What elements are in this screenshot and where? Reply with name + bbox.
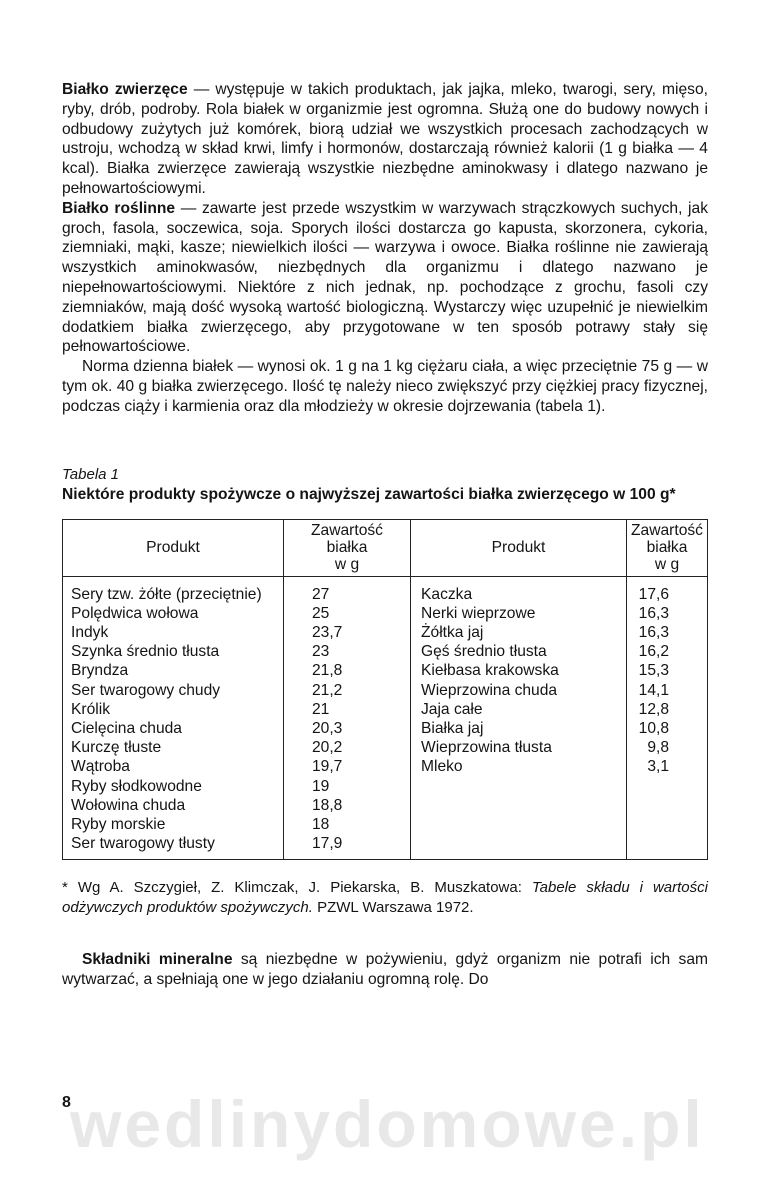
cell-product-left: Kurczę tłuste (63, 738, 284, 757)
cell-product-right (411, 796, 627, 815)
watermark: wedlinydomowe.pl (70, 1087, 705, 1161)
table-row (63, 757, 708, 776)
cell-protein-left: 20,3 (284, 719, 411, 738)
cell-protein-right (627, 815, 708, 834)
cell-product-right: Wieprzowina chuda (411, 681, 627, 700)
table-body (63, 576, 708, 860)
cell-protein-right: 16,3 (627, 604, 708, 623)
cell-protein-right (627, 796, 708, 815)
cell-protein-right (627, 777, 708, 796)
cell-product-left: Ryby słodkowodne (63, 777, 284, 796)
cell-product-right: Gęś średnio tłusta (411, 642, 627, 661)
cell-protein-left: 18,8 (284, 796, 411, 815)
cell-protein-left: 25 (284, 604, 411, 623)
header-content-right: Zawartość białka w g (627, 519, 708, 576)
cell-product-left: Królik (63, 700, 284, 719)
cell-protein-left: 21,2 (284, 681, 411, 700)
header-content-left: Zawartość białka w g (284, 519, 411, 576)
text-daily-norm: Norma dzienna białek — wynosi ok. 1 g na 1 kg ciężaru ciała, a więc przeciętnie 75 g — w tym ok. 40 g białka zwierzęcego. Ilość tę należy nieco zwiększyć przy ciężkiej pracy fizycznej, podczas ciąży i karmienia oraz dla młodzieży w okresie dojrzewania (tabela 1). (62, 358, 708, 415)
table-row (63, 777, 708, 796)
protein-table (62, 519, 708, 861)
cell-product-left: Wątroba (63, 757, 284, 776)
cell-protein-right: 12,8 (627, 700, 708, 719)
cell-product-right: Jaja całe (411, 700, 627, 719)
table-title: Niektóre produkty spożywcze o najwyższej zawartości białka zwierzęcego w 100 g* (62, 485, 676, 503)
cell-protein-right: 14,1 (627, 681, 708, 700)
cell-product-right: Białka jaj (411, 719, 627, 738)
header-product-left: Produkt (63, 519, 284, 576)
cell-protein-right: 15,3 (627, 661, 708, 680)
table-row (63, 623, 708, 642)
cell-product-right (411, 815, 627, 834)
term-animal-protein: Białko zwierzęce (62, 81, 188, 98)
cell-protein-left: 23 (284, 642, 411, 661)
text-minerals: są niezbędne w pożywieniu, gdyż organizm nie potrafi ich sam wytwarzać, a spełniają one w jego działaniu ogromną rolę. Do (62, 951, 709, 989)
cell-product-left: Indyk (63, 623, 284, 642)
cell-product-right: Kaczka (411, 576, 627, 604)
page-content (62, 80, 708, 990)
cell-protein-left: 27 (284, 576, 411, 604)
cell-product-left: Polędwica wołowa (63, 604, 284, 623)
cell-product-left: Ryby morskie (63, 815, 284, 834)
cell-protein-right: 3,1 (627, 757, 708, 776)
cell-protein-left: 23,7 (284, 623, 411, 642)
table-row (63, 604, 708, 623)
cell-protein-left: 21 (284, 700, 411, 719)
table-row (63, 796, 708, 815)
table-row (63, 642, 708, 661)
cell-product-left: Szynka średnio tłusta (63, 642, 284, 661)
header-product-right: Produkt (411, 519, 627, 576)
cell-product-right: Nerki wieprzowe (411, 604, 627, 623)
text-animal-protein: — występuje w takich produktach, jak jajka, mleko, twarogi, sery, mięso, ryby, drób, podroby. Rola białek w organizmie jest ogromna. Służą one do budowy nowych i odbudowy zużytych już komórek, biorą udział we wszystkich procesach zachodzących w ustroju, wchodzą w skład krwi, limfy i hormonów, dostarczają również kalorii (1 g białka — 4 kcal). Białka zwierzęce zawierają wszystkie niezbędne aminokwasy i dlatego nazwano je pełnowartościowymi. (62, 81, 708, 197)
paragraph-minerals (62, 950, 708, 990)
cell-protein-right: 16,2 (627, 642, 708, 661)
table-row (63, 719, 708, 738)
cell-protein-right: 17,6 (627, 576, 708, 604)
cell-product-right: Wieprzowina tłusta (411, 738, 627, 757)
cell-product-left: Cielęcina chuda (63, 719, 284, 738)
cell-product-right (411, 834, 627, 860)
table-row (63, 700, 708, 719)
cell-protein-right (627, 834, 708, 860)
footnote: * Wg A. Szczygieł, Z. Klimczak, J. Piekarska, B. Muszkatowa: Tabele składu i wartości odżywczych produktów spożywczych. PZWL Warszawa 1972. (62, 879, 708, 917)
text-plant-protein: — zawarte jest przede wszystkim w warzywach strączkowych suchych, jak groch, fasola, soczewica, soja. Sporych ilości dostarcza go kapusta, skorzonera, cykoria, ziemniaki, mąki, kasze; niewielkich ilości — warzywa i owoce. Białka roślinne nie zawierają wszystkich aminokwasów, niezbędnych dla organizmu i dlatego nazwano je niepełnowartościowymi. Niektóre z nich jednak, np. pochodzące z grochu, fasoli czy ziemniaków, mają dość wysoką wartość biologiczną. Wystarczy więc uzupełnić je niewielkim dodatkiem białka zwierzęcego, aby przygotowane w ten sposób potrawy stały się pełnowartościowe. (62, 199, 708, 356)
table-row (63, 576, 708, 604)
cell-product-right (411, 777, 627, 796)
cell-protein-right: 10,8 (627, 719, 708, 738)
cell-protein-right: 9,8 (627, 738, 708, 757)
cell-product-left: Ser twarogowy tłusty (63, 834, 284, 860)
cell-product-left: Bryndza (63, 661, 284, 680)
table-row (63, 661, 708, 680)
cell-protein-left: 21,8 (284, 661, 411, 680)
paragraph-daily-norm (62, 357, 708, 416)
table-row (63, 834, 708, 860)
cell-protein-left: 17,9 (284, 834, 411, 860)
paragraph-plant-protein (62, 199, 708, 357)
table-row (63, 815, 708, 834)
cell-protein-left: 20,2 (284, 738, 411, 757)
cell-protein-left: 18 (284, 815, 411, 834)
table-row (63, 681, 708, 700)
cell-product-right: Kiełbasa krakowska (411, 661, 627, 680)
footnote-book-title: Tabele składu i wartości odżywczych produktów spożywczych. (62, 879, 708, 917)
cell-product-right: Mleko (411, 757, 627, 776)
term-plant-protein: Białko roślinne (62, 199, 176, 217)
cell-protein-left: 19 (284, 777, 411, 796)
table-header-row (63, 519, 708, 576)
cell-protein-left: 19,7 (284, 757, 411, 776)
cell-product-right: Żółtka jaj (411, 623, 627, 642)
page-number: 8 (62, 1094, 71, 1111)
cell-protein-right: 16,3 (627, 623, 708, 642)
cell-product-left: Wołowina chuda (63, 796, 284, 815)
cell-product-left: Ser twarogowy chudy (63, 681, 284, 700)
term-minerals: Składniki mineralne (82, 951, 233, 969)
table-row (63, 738, 708, 757)
cell-product-left: Sery tzw. żółte (przeciętnie) (63, 576, 284, 604)
table-caption: Tabela 1 (62, 465, 119, 483)
paragraph-animal-protein (62, 80, 708, 199)
